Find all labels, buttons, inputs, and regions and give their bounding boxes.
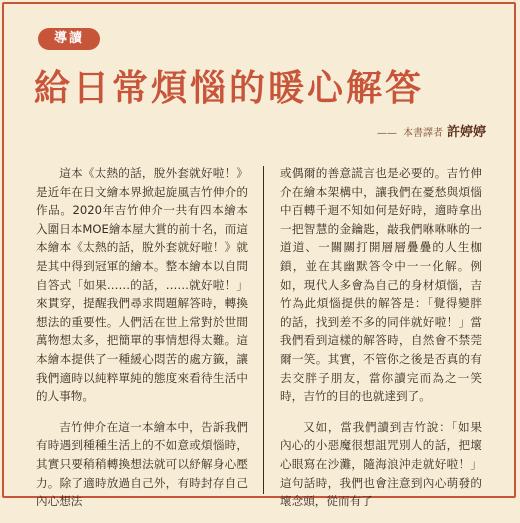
paragraph: 又如，當我們讀到吉竹說：「如果內心的小惡魔很想詛咒別人的話，把壞心眼寫在沙灘，隨海浪沖走就好啦！」這句話時，我們也會注意到內心萌發的壞念頭，從而有了	[280, 419, 482, 509]
column-right	[280, 164, 482, 523]
paragraph: 這本《太熱的話，脫外套就好啦！》是近年在日文繪本界掀起旋風吉竹伸介的作品。2020年吉竹伸介一共有四本繪本入圍日本MOE繪本屋大賞的前十名，而這本繪本《太熱的話，脫外套就好啦！》就是其中得到冠軍的繪本。整本繪本以自問自答式「如果……的話，……就好啦！」來貫穿，提醒我們尋求問題解答時，轉換想法的重要性。人們活在世上常對於世間萬物想太多，把簡單的事情想得太難。這本繪本提供了一種緩心悶苦的處方籤，讓我們適時以純粹單純的態度來看待生活中的人事物。	[36, 166, 248, 404]
paragraph: 或偶爾的善意謊言也是必要的。吉竹伸介在繪本架構中，讓我們在憂愁與煩惱中百轉千迴不知如何是好時，適時拿出一把智慧的金鑰匙，敲我們咻咻咻的一道道、一關關打開層層疊疊的人生枷鎖，並在其幽默答令中一一化解。例如，現代人多會為自己的身材煩惱，吉竹為此煩惱提供的解答是：「覺得變胖的話，找到差不多的同伴就好啦！」當我們看到這樣的解答時，自然會不禁莞爾一笑。其實，不管你之後是否真的有去交胖子朋友，當你讀完而為之一笑時，吉竹的目的也就達到了。	[280, 166, 482, 404]
column-divider	[263, 166, 264, 494]
article-title: 給日常煩惱的暖心解答	[34, 68, 425, 109]
paragraph: 吉竹伸介在這一本繪本中，告訴我們有時遇到種種生活上的不如意或煩惱時，其實只要稍稍轉換想法就可以紓解身心壓力。除了適時放過自己外，有時封存自己內心想法	[36, 419, 248, 509]
byline-dash: ——	[376, 128, 397, 139]
byline	[377, 121, 486, 140]
byline-name: 許婷婷	[446, 125, 486, 140]
byline-role: 本書譯者	[402, 128, 443, 139]
section-badge: 導讀	[38, 28, 100, 50]
column-left	[36, 164, 248, 523]
